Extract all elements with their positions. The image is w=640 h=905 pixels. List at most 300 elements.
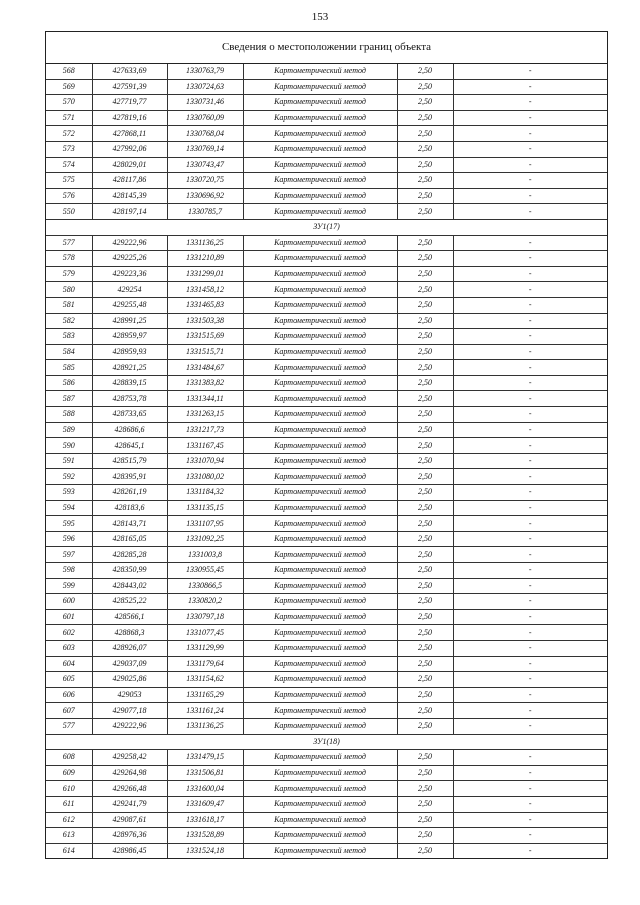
- method-cell: Картометрический метод: [243, 360, 397, 376]
- table-row: [46, 781, 607, 797]
- table-row: [46, 703, 607, 719]
- point-number-cell: 612: [46, 812, 92, 828]
- point-number-cell: 596: [46, 531, 92, 547]
- method-cell: Картометрический метод: [243, 469, 397, 485]
- x-coordinate-cell: 428921,25: [92, 360, 167, 376]
- table-row: [46, 204, 607, 220]
- y-coordinate-cell: 1331184,32: [167, 485, 243, 501]
- y-coordinate-cell: 1330724,63: [167, 79, 243, 95]
- section-row: [46, 219, 607, 235]
- description-cell: -: [453, 781, 607, 797]
- y-coordinate-cell: 1331217,73: [167, 422, 243, 438]
- description-cell: -: [453, 282, 607, 298]
- table-row: [46, 656, 607, 672]
- method-cell: Картометрический метод: [243, 126, 397, 142]
- y-coordinate-cell: 1331263,15: [167, 407, 243, 423]
- x-coordinate-cell: 428926,07: [92, 640, 167, 656]
- accuracy-cell: 2,50: [397, 765, 453, 781]
- point-number-cell: 584: [46, 344, 92, 360]
- description-cell: -: [453, 375, 607, 391]
- x-coordinate-cell: 428143,71: [92, 516, 167, 532]
- accuracy-cell: 2,50: [397, 329, 453, 345]
- description-cell: -: [453, 110, 607, 126]
- accuracy-cell: 2,50: [397, 703, 453, 719]
- page-number: 153: [311, 11, 329, 23]
- table-row: [46, 531, 607, 547]
- point-number-cell: 603: [46, 640, 92, 656]
- method-cell: Картометрический метод: [243, 781, 397, 797]
- table-row: [46, 578, 607, 594]
- y-coordinate-cell: 1331503,38: [167, 313, 243, 329]
- description-cell: -: [453, 157, 607, 173]
- point-number-cell: 605: [46, 672, 92, 688]
- method-cell: Картометрический метод: [243, 391, 397, 407]
- point-number-cell: 610: [46, 781, 92, 797]
- table-row: [46, 563, 607, 579]
- x-coordinate-cell: 427719,77: [92, 95, 167, 111]
- point-number-cell: 577: [46, 235, 92, 251]
- table-row: [46, 672, 607, 688]
- table-row: [46, 687, 607, 703]
- method-cell: Картометрический метод: [243, 531, 397, 547]
- point-number-cell: 591: [46, 453, 92, 469]
- x-coordinate-cell: 429037,09: [92, 656, 167, 672]
- x-coordinate-cell: 428117,86: [92, 173, 167, 189]
- method-cell: Картометрический метод: [243, 313, 397, 329]
- accuracy-cell: 2,50: [397, 547, 453, 563]
- accuracy-cell: 2,50: [397, 360, 453, 376]
- point-number-cell: 600: [46, 594, 92, 610]
- x-coordinate-cell: 429087,61: [92, 812, 167, 828]
- y-coordinate-cell: 1330820,2: [167, 594, 243, 610]
- point-number-cell: 598: [46, 563, 92, 579]
- section-row: [46, 734, 607, 750]
- point-number-cell: 586: [46, 375, 92, 391]
- y-coordinate-cell: 1331515,69: [167, 329, 243, 345]
- x-coordinate-cell: 429241,79: [92, 796, 167, 812]
- table-row: [46, 609, 607, 625]
- method-cell: Картометрический метод: [243, 687, 397, 703]
- table-row: [46, 469, 607, 485]
- x-coordinate-cell: 428959,93: [92, 344, 167, 360]
- description-cell: -: [453, 313, 607, 329]
- method-cell: Картометрический метод: [243, 79, 397, 95]
- y-coordinate-cell: 1330955,45: [167, 563, 243, 579]
- x-coordinate-cell: 429077,18: [92, 703, 167, 719]
- point-number-cell: 570: [46, 95, 92, 111]
- description-cell: -: [453, 750, 607, 766]
- description-cell: -: [453, 438, 607, 454]
- description-cell: -: [453, 828, 607, 844]
- table-row: [46, 750, 607, 766]
- method-cell: Картометрический метод: [243, 500, 397, 516]
- table-row: [46, 297, 607, 313]
- y-coordinate-cell: 1330760,09: [167, 110, 243, 126]
- method-cell: Картометрический метод: [243, 547, 397, 563]
- y-coordinate-cell: 1331136,25: [167, 235, 243, 251]
- accuracy-cell: 2,50: [397, 516, 453, 532]
- table-row: [46, 64, 607, 79]
- x-coordinate-cell: 429222,96: [92, 235, 167, 251]
- y-coordinate-cell: 1331528,89: [167, 828, 243, 844]
- y-coordinate-cell: 1330769,14: [167, 141, 243, 157]
- description-cell: -: [453, 625, 607, 641]
- x-coordinate-cell: 428443,02: [92, 578, 167, 594]
- method-cell: Картометрический метод: [243, 718, 397, 734]
- description-cell: -: [453, 563, 607, 579]
- table-row: [46, 126, 607, 142]
- table-row: [46, 438, 607, 454]
- x-coordinate-cell: 429258,42: [92, 750, 167, 766]
- y-coordinate-cell: 1331465,83: [167, 297, 243, 313]
- method-cell: Картометрический метод: [243, 594, 397, 610]
- point-number-cell: 609: [46, 765, 92, 781]
- description-cell: -: [453, 79, 607, 95]
- method-cell: Картометрический метод: [243, 157, 397, 173]
- accuracy-cell: 2,50: [397, 110, 453, 126]
- description-cell: -: [453, 516, 607, 532]
- method-cell: Картометрический метод: [243, 578, 397, 594]
- description-cell: -: [453, 640, 607, 656]
- table-row: [46, 173, 607, 189]
- y-coordinate-cell: 1331600,04: [167, 781, 243, 797]
- x-coordinate-cell: 428261,19: [92, 485, 167, 501]
- description-cell: -: [453, 391, 607, 407]
- table-row: [46, 453, 607, 469]
- y-coordinate-cell: 1331458,12: [167, 282, 243, 298]
- accuracy-cell: 2,50: [397, 594, 453, 610]
- accuracy-cell: 2,50: [397, 625, 453, 641]
- method-cell: Картометрический метод: [243, 656, 397, 672]
- x-coordinate-cell: 428566,1: [92, 609, 167, 625]
- description-cell: -: [453, 500, 607, 516]
- y-coordinate-cell: 1331484,67: [167, 360, 243, 376]
- x-coordinate-cell: 428986,45: [92, 843, 167, 858]
- description-cell: -: [453, 126, 607, 142]
- method-cell: Картометрический метод: [243, 453, 397, 469]
- x-coordinate-cell: 429053: [92, 687, 167, 703]
- x-coordinate-cell: 429266,48: [92, 781, 167, 797]
- description-cell: -: [453, 173, 607, 189]
- x-coordinate-cell: 428145,39: [92, 188, 167, 204]
- x-coordinate-cell: 428959,97: [92, 329, 167, 345]
- accuracy-cell: 2,50: [397, 313, 453, 329]
- point-number-cell: 587: [46, 391, 92, 407]
- description-cell: -: [453, 812, 607, 828]
- method-cell: Картометрический метод: [243, 609, 397, 625]
- accuracy-cell: 2,50: [397, 407, 453, 423]
- method-cell: Картометрический метод: [243, 64, 397, 79]
- accuracy-cell: 2,50: [397, 344, 453, 360]
- method-cell: Картометрический метод: [243, 750, 397, 766]
- table-row: [46, 344, 607, 360]
- accuracy-cell: 2,50: [397, 672, 453, 688]
- method-cell: Картометрический метод: [243, 703, 397, 719]
- point-number-cell: 575: [46, 173, 92, 189]
- y-coordinate-cell: 1331154,62: [167, 672, 243, 688]
- accuracy-cell: 2,50: [397, 469, 453, 485]
- point-number-cell: 585: [46, 360, 92, 376]
- y-coordinate-cell: 1331383,82: [167, 375, 243, 391]
- accuracy-cell: 2,50: [397, 235, 453, 251]
- accuracy-cell: 2,50: [397, 297, 453, 313]
- point-number-cell: 589: [46, 422, 92, 438]
- point-number-cell: 568: [46, 64, 92, 79]
- method-cell: Картометрический метод: [243, 251, 397, 267]
- table-row: [46, 485, 607, 501]
- point-number-cell: 577: [46, 718, 92, 734]
- table-row: [46, 188, 607, 204]
- table-row: [46, 329, 607, 345]
- description-cell: -: [453, 204, 607, 220]
- x-coordinate-cell: 428395,91: [92, 469, 167, 485]
- method-cell: Картометрический метод: [243, 640, 397, 656]
- y-coordinate-cell: 1331070,94: [167, 453, 243, 469]
- y-coordinate-cell: 1331080,02: [167, 469, 243, 485]
- accuracy-cell: 2,50: [397, 843, 453, 858]
- point-number-cell: 592: [46, 469, 92, 485]
- y-coordinate-cell: 1331210,89: [167, 251, 243, 267]
- point-number-cell: 571: [46, 110, 92, 126]
- x-coordinate-cell: 429264,98: [92, 765, 167, 781]
- method-cell: Картометрический метод: [243, 485, 397, 501]
- method-cell: Картометрический метод: [243, 407, 397, 423]
- point-number-cell: 550: [46, 204, 92, 220]
- accuracy-cell: 2,50: [397, 188, 453, 204]
- description-cell: -: [528, 845, 532, 855]
- point-number-cell: 569: [46, 79, 92, 95]
- method-cell: Картометрический метод: [243, 516, 397, 532]
- point-number-cell: 581: [46, 297, 92, 313]
- x-coordinate-cell: 428976,36: [92, 828, 167, 844]
- x-coordinate-cell: 429025,86: [92, 672, 167, 688]
- x-coordinate-cell: 428525,22: [92, 594, 167, 610]
- method-cell: Картометрический метод: [243, 329, 397, 345]
- method-cell: Картометрический метод: [243, 625, 397, 641]
- y-coordinate-cell: 1331524,18: [167, 843, 243, 858]
- description-cell: -: [453, 251, 607, 267]
- x-coordinate-cell: 428991,25: [92, 313, 167, 329]
- x-coordinate-cell: 428165,05: [92, 531, 167, 547]
- x-coordinate-cell: 428515,79: [92, 453, 167, 469]
- accuracy-cell: 2,50: [397, 750, 453, 766]
- point-number-cell: 576: [46, 188, 92, 204]
- x-coordinate-cell: 428285,28: [92, 547, 167, 563]
- method-cell: Картометрический метод: [243, 796, 397, 812]
- table-row: [46, 375, 607, 391]
- description-cell: -: [453, 796, 607, 812]
- y-coordinate-cell: 1331077,45: [167, 625, 243, 641]
- description-cell: -: [453, 344, 607, 360]
- description-cell: -: [453, 765, 607, 781]
- accuracy-cell: 2,50: [397, 95, 453, 111]
- x-coordinate-cell: 429254: [92, 282, 167, 298]
- y-coordinate-cell: 1331135,15: [167, 500, 243, 516]
- method-cell: Картометрический метод: [243, 141, 397, 157]
- description-cell: -: [453, 687, 607, 703]
- x-coordinate-cell: 428029,01: [92, 157, 167, 173]
- description-cell: -: [453, 360, 607, 376]
- accuracy-cell: 2,50: [397, 828, 453, 844]
- table-row: [46, 266, 607, 282]
- table-row: [46, 547, 607, 563]
- method-cell: Картометрический метод: [243, 765, 397, 781]
- table-row: [46, 625, 607, 641]
- method-cell: Картометрический метод: [243, 672, 397, 688]
- accuracy-cell: 2,50: [397, 485, 453, 501]
- description-cell: -: [453, 531, 607, 547]
- point-number-cell: 588: [46, 407, 92, 423]
- description-cell: -: [453, 235, 607, 251]
- accuracy-cell: 2,50: [397, 453, 453, 469]
- method-cell: Картометрический метод: [243, 266, 397, 282]
- y-coordinate-cell: 1330866,5: [167, 578, 243, 594]
- coordinates-table: [46, 64, 607, 858]
- method-cell: Картометрический метод: [243, 344, 397, 360]
- point-number-cell: 580: [46, 282, 92, 298]
- point-number-cell: 604: [46, 656, 92, 672]
- y-coordinate-cell: 1331344,11: [167, 391, 243, 407]
- y-coordinate-cell: 1330696,92: [167, 188, 243, 204]
- accuracy-cell: 2,50: [397, 141, 453, 157]
- accuracy-cell: 2,50: [397, 812, 453, 828]
- method-cell: Картометрический метод: [243, 204, 397, 220]
- table-row: [46, 812, 607, 828]
- x-coordinate-cell: 428183,6: [92, 500, 167, 516]
- method-cell: Картометрический метод: [243, 422, 397, 438]
- x-coordinate-cell: 428686,6: [92, 422, 167, 438]
- table-row: [46, 360, 607, 376]
- accuracy-cell: 2,50: [397, 282, 453, 298]
- point-number-cell: 614: [46, 843, 92, 858]
- x-coordinate-cell: 429222,96: [92, 718, 167, 734]
- point-number-cell: 578: [46, 251, 92, 267]
- x-coordinate-cell: 427591,39: [92, 79, 167, 95]
- table-row: [46, 718, 607, 734]
- description-cell: -: [453, 453, 607, 469]
- accuracy-cell: 2,50: [397, 781, 453, 797]
- x-coordinate-cell: 429225,26: [92, 251, 167, 267]
- accuracy-cell: 2,50: [397, 266, 453, 282]
- y-coordinate-cell: 1331299,01: [167, 266, 243, 282]
- accuracy-cell: 2,50: [397, 375, 453, 391]
- table-row: [46, 157, 607, 173]
- table-row: [46, 235, 607, 251]
- accuracy-cell: 2,50: [397, 640, 453, 656]
- description-cell: -: [453, 594, 607, 610]
- x-coordinate-cell: 428645,1: [92, 438, 167, 454]
- x-coordinate-cell: 427992,06: [92, 141, 167, 157]
- y-coordinate-cell: 1331129,99: [167, 640, 243, 656]
- y-coordinate-cell: 1331179,64: [167, 656, 243, 672]
- accuracy-cell: 2,50: [397, 204, 453, 220]
- y-coordinate-cell: 1331107,95: [167, 516, 243, 532]
- accuracy-cell: 2,50: [397, 687, 453, 703]
- table-row: [46, 141, 607, 157]
- point-number-cell: 608: [46, 750, 92, 766]
- point-number-cell: 593: [46, 485, 92, 501]
- point-number-cell: 602: [46, 625, 92, 641]
- x-coordinate-cell: 428350,99: [92, 563, 167, 579]
- accuracy-cell: 2,50: [397, 157, 453, 173]
- point-number-cell: 573: [46, 141, 92, 157]
- y-coordinate-cell: 1330720,75: [167, 173, 243, 189]
- method-cell: Картометрический метод: [243, 188, 397, 204]
- method-cell: Картометрический метод: [243, 843, 397, 858]
- point-number-cell: 574: [46, 157, 92, 173]
- table-row: [46, 79, 607, 95]
- point-number-cell: 582: [46, 313, 92, 329]
- description-cell: -: [453, 718, 607, 734]
- description-cell: -: [453, 141, 607, 157]
- description-cell: -: [453, 672, 607, 688]
- y-coordinate-cell: 1331092,25: [167, 531, 243, 547]
- section-label: ЗУ1(18): [46, 734, 607, 750]
- method-cell: Картометрический метод: [243, 563, 397, 579]
- table-title: Сведения о местоположении границ объекта: [46, 32, 607, 64]
- accuracy-cell: 2,50: [397, 173, 453, 189]
- accuracy-cell: 2,50: [397, 422, 453, 438]
- description-cell: -: [453, 422, 607, 438]
- y-coordinate-cell: 1331515,71: [167, 344, 243, 360]
- accuracy-cell: 2,50: [397, 79, 453, 95]
- y-coordinate-cell: 1330743,47: [167, 157, 243, 173]
- y-coordinate-cell: 1330731,46: [167, 95, 243, 111]
- accuracy-cell: 2,50: [397, 718, 453, 734]
- table-row: [46, 843, 607, 858]
- y-coordinate-cell: 1331479,15: [167, 750, 243, 766]
- description-cell: -: [453, 485, 607, 501]
- table-row: [46, 422, 607, 438]
- method-cell: Картометрический метод: [243, 297, 397, 313]
- y-coordinate-cell: 1331003,8: [167, 547, 243, 563]
- description-cell: -: [453, 297, 607, 313]
- table-row: [46, 765, 607, 781]
- y-coordinate-cell: 1330763,79: [167, 64, 243, 79]
- accuracy-cell: 2,50: [397, 609, 453, 625]
- accuracy-cell: 2,50: [397, 500, 453, 516]
- accuracy-cell: 2,50: [397, 126, 453, 142]
- y-coordinate-cell: 1331609,47: [167, 796, 243, 812]
- method-cell: Картометрический метод: [243, 375, 397, 391]
- point-number-cell: 579: [46, 266, 92, 282]
- y-coordinate-cell: 1331618,17: [167, 812, 243, 828]
- description-cell: -: [453, 469, 607, 485]
- method-cell: Картометрический метод: [243, 438, 397, 454]
- accuracy-cell: 2,50: [397, 563, 453, 579]
- method-cell: Картометрический метод: [243, 282, 397, 298]
- method-cell: Картометрический метод: [243, 235, 397, 251]
- description-cell: -: [453, 609, 607, 625]
- point-number-cell: 583: [46, 329, 92, 345]
- section-label: ЗУ1(17): [46, 219, 607, 235]
- y-coordinate-cell: 1331136,25: [167, 718, 243, 734]
- x-coordinate-cell: 427633,69: [92, 64, 167, 79]
- table-row: [46, 407, 607, 423]
- boundary-table-sheet: [45, 31, 608, 859]
- description-cell: -: [453, 547, 607, 563]
- point-number-cell: 613: [46, 828, 92, 844]
- point-number-cell: 590: [46, 438, 92, 454]
- x-coordinate-cell: 427868,11: [92, 126, 167, 142]
- point-number-cell: 611: [46, 796, 92, 812]
- x-coordinate-cell: 429223,36: [92, 266, 167, 282]
- x-coordinate-cell: 429255,48: [92, 297, 167, 313]
- point-number-cell: 607: [46, 703, 92, 719]
- description-cell: -: [453, 188, 607, 204]
- description-cell: -: [453, 578, 607, 594]
- table-row: [46, 391, 607, 407]
